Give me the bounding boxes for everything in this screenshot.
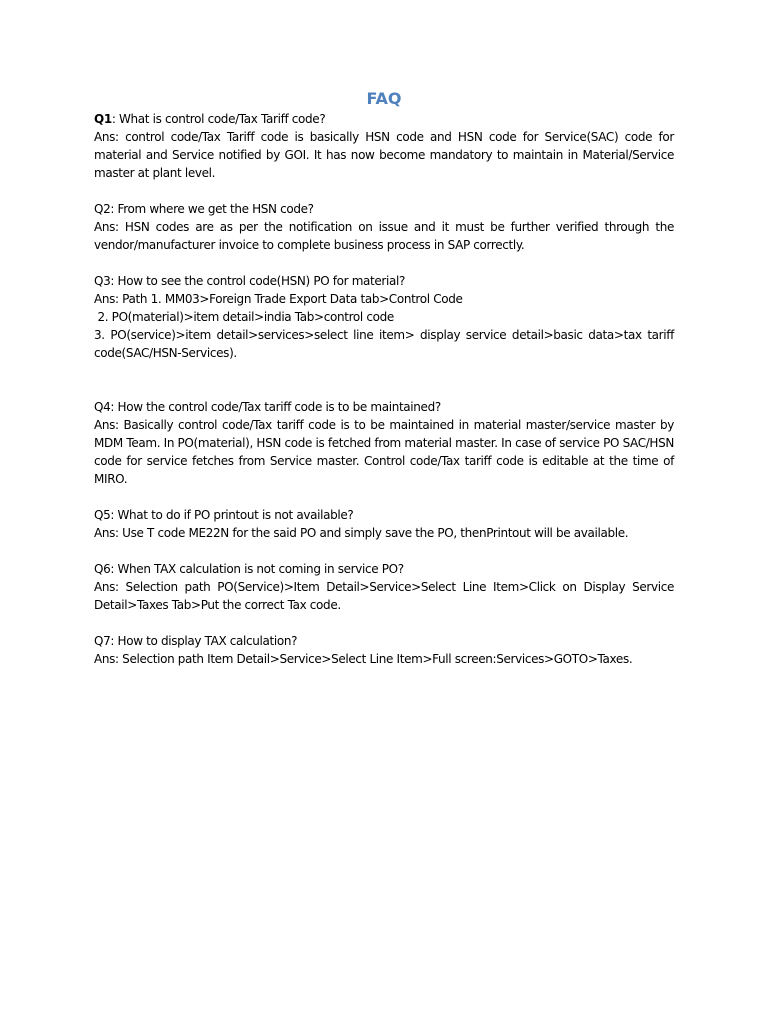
faq-answer [94,650,674,668]
faq-q2 [94,200,674,254]
faq-question [94,110,674,128]
faq-question: Q4: How the control code/Tax tariff code is to be maintained? [94,400,441,414]
faq-answer [94,524,674,542]
answer-line: Ans: control code/Tax Tariff code is basically HSN code and HSN code for Service(SAC) code for material and Service notified by GOI. It has now become mandatory to maintain in Material/Service master at plant level. [94,130,674,180]
answer-line: Ans: Selection path PO(Service)>Item Detail>Service>Select Line Item>Click on Display Service Detail>Taxes Tab>Put the correct Tax code. [94,580,674,612]
answer-line: Ans: Selection path Item Detail>Service>Select Line Item>Full screen:Services>GOTO>Taxes. [94,652,633,666]
question-text: : What is control code/Tax Tariff code? [111,112,326,126]
faq-q7 [94,632,674,668]
faq-question: Q6: When TAX calculation is not coming in service PO? [94,562,404,576]
spacer [94,362,674,398]
faq-question: Q2: From where we get the HSN code? [94,202,314,216]
faq-q3 [94,272,674,362]
answer-line: Ans: Path 1. MM03>Foreign Trade Export Data tab>Control Code [94,292,463,306]
faq-question: Q3: How to see the control code(HSN) PO for material? [94,274,405,288]
answer-line: Ans: Use T code ME22N for the said PO and simply save the PO, thenPrintout will be available. [94,526,629,540]
faq-q6 [94,560,674,614]
answer-line: 2. PO(material)>item detail>india Tab>control code [94,310,394,324]
spacer [94,182,674,200]
answer-line: Ans: HSN codes are as per the notification on issue and it must be further verified through the vendor/manufacturer invoice to complete business process in SAP correctly. [94,220,674,252]
spacer [94,542,674,560]
faq-answer [94,218,674,254]
faq-answer [94,128,674,182]
answer-line: 3. PO(service)>item detail>services>select line item> display service detail>basic data>tax tariff code(SAC/HSN-Services). [94,328,674,360]
faq-answer [94,290,674,362]
spacer [94,614,674,632]
faq-answer [94,416,674,488]
page-title: FAQ [366,89,402,108]
faq-question: Q5: What to do if PO printout is not available? [94,508,354,522]
spacer [94,254,674,272]
faq-answer [94,578,674,614]
faq-q5 [94,506,674,542]
faq-q1 [94,110,674,182]
question-number: Q1 [94,112,112,126]
answer-line: Ans: Basically control code/Tax tariff code is to be maintained in material master/service master by MDM Team. In PO(material), HSN code is fetched from material master. In case of service PO SAC/HSN code for service fetches from Service master. Control code/Tax tariff code is editable at the time of MIRO. [94,418,674,486]
faq-question: Q7: How to display TAX calculation? [94,634,298,648]
faq-q4 [94,398,674,488]
spacer [94,488,674,506]
